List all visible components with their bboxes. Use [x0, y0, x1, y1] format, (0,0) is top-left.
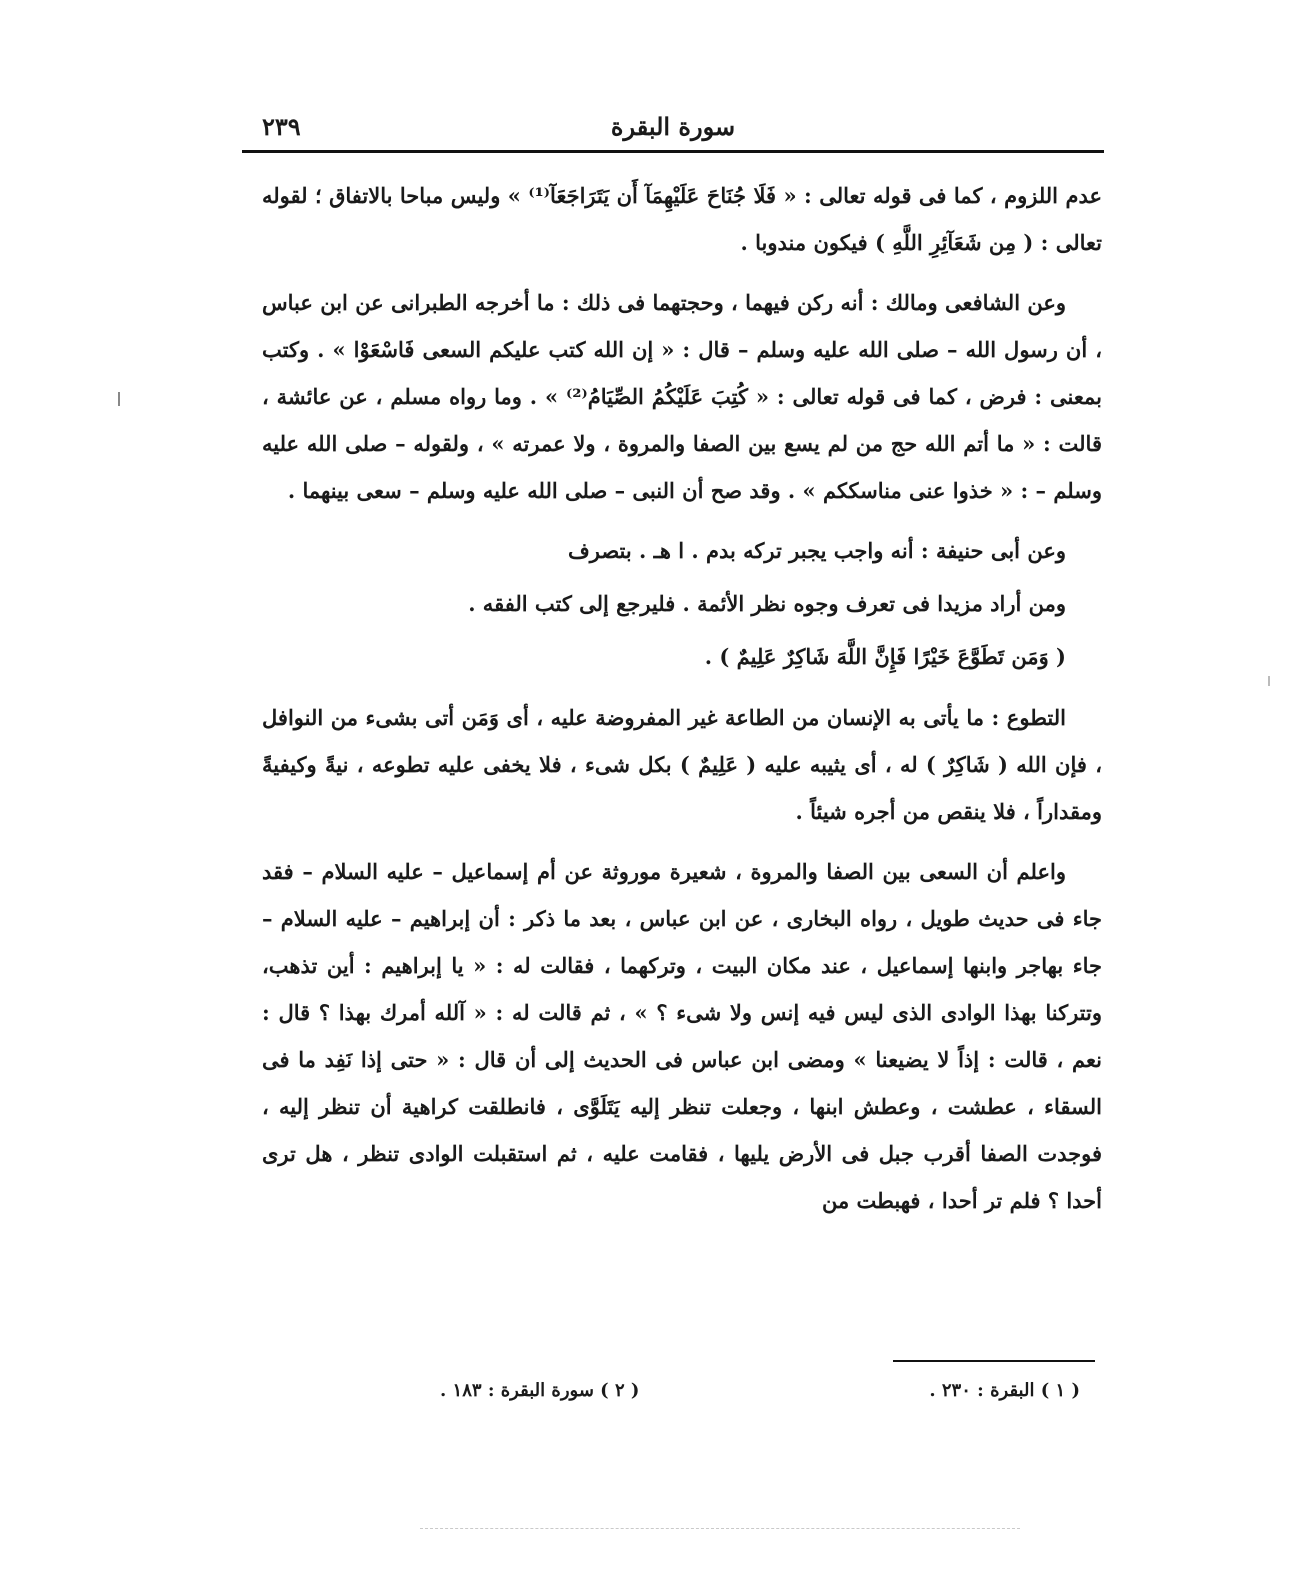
page-header [242, 108, 1104, 148]
paragraph: واعلم أن السعى بين الصفا والمروة ، شعيرة موروثة عن أم إسماعيل – عليه السلام – فقد جاء فى حديث طويل ، رواه البخارى ، عن ابن عباس ، بعد ما ذكر : أن إبراهيم – عليه السلام – جاء بهاجر وابنها إسماعيل ، عند مكان البيت ، وتركهما ، فقالت له : « يا إبراهيم : أين تذهب، وتتركنا بهذا الوادى الذى ليس فيه إنس ولا شىء ؟ » ، ثم قالت له : « آلله أمرك بهذا ؟ قال : نعم ، قالت : إذاً لا يضيعنا » ومضى ابن عباس فى الحديث إلى أن قال : « حتى إذا نَفِد ما فى السقاء ، عطشت ، وعطش ابنها ، وجعلت تنظر إليه يَتَلَوَّى ، فانطلقت كراهية أن تنظر إليه ، فوجدت الصفا أقرب جبل فى الأرض يليها ، فقامت عليه ، ثم استقبلت الوادى تنظر ، هل ترى أحدا ؟ فلم تر أحدا ، فهبطت من [262, 859, 1102, 1213]
page-title: سورة البقرة [610, 112, 736, 141]
footnotes [440, 1376, 1080, 1406]
scan-speck [118, 392, 120, 406]
paragraph: وعن أبى حنيفة : أنه واجب يجبر تركه بدم . ا هـ . بتصرف [567, 538, 1066, 563]
footnote-1: ( ١ ) البقرة : ٢٣٠ . [929, 1380, 1080, 1401]
paragraph: ومن أراد مزيدا فى تعرف وجوه نظر الأئمة . فليرجع إلى كتب الفقه . [468, 591, 1066, 616]
header-divider [242, 150, 1104, 153]
paragraph: عدم اللزوم ، كما فى قوله تعالى : « فَلَا جُنَاحَ عَلَيْهِمَآ أَن يَتَرَاجَعَآ⁽¹⁾ » وليس مباحا بالاتفاق ؛ لقوله تعالى : ( مِن شَعَآئِرِ اللَّهِ ) فيكون مندوبا . [262, 183, 1102, 255]
paragraph: وعن الشافعى ومالك : أنه ركن فيهما ، وحجتهما فى ذلك : ما أخرجه الطبرانى عن ابن عباس ، أن رسول الله – صلى الله عليه وسلم – قال : « إن الله كتب عليكم السعى فَاسْعَوْا » . وكتب بمعنى : فرض ، كما فى قوله تعالى : « كُتِبَ عَلَيْكُمُ الصِّيَامُ⁽²⁾ » . وما رواه مسلم ، عن عائشة ، قالت : « ما أتم الله حج من لم يسع بين الصفا والمروة ، ولا عمرته » ، ولقوله – صلى الله عليه وسلم – : « خذوا عنى مناسككم » . وقد صح أن النبى – صلى الله عليه وسلم – سعى بينهما . [262, 290, 1102, 503]
scan-artifact-line [420, 1528, 1020, 1529]
paragraph: التطوع : ما يأتى به الإنسان من الطاعة غير المفروضة عليه ، أى وَمَن أتى بشىء من النوافل ، فإن الله ( شَاكِرٌ ) له ، أى يثيبه عليه ( عَلِيمٌ ) بكل شىء ، فلا يخفى عليه تطوعه ، نيةً وكيفيةً ومقداراً ، فلا ينقص من أجره شيئاً . [262, 705, 1102, 824]
scan-speck [1268, 676, 1270, 686]
quran-verse: ( وَمَن تَطَوَّعَ خَيْرًا فَإِنَّ اللَّهَ شَاكِرٌ عَلِيمٌ ) . [704, 644, 1066, 669]
page-number: ٢٣٩ [262, 112, 301, 141]
footnote-2: ( ٢ ) سورة البقرة : ١٨٣ . [440, 1380, 640, 1401]
footnote-divider [893, 1360, 1095, 1362]
main-text [262, 172, 1102, 1237]
